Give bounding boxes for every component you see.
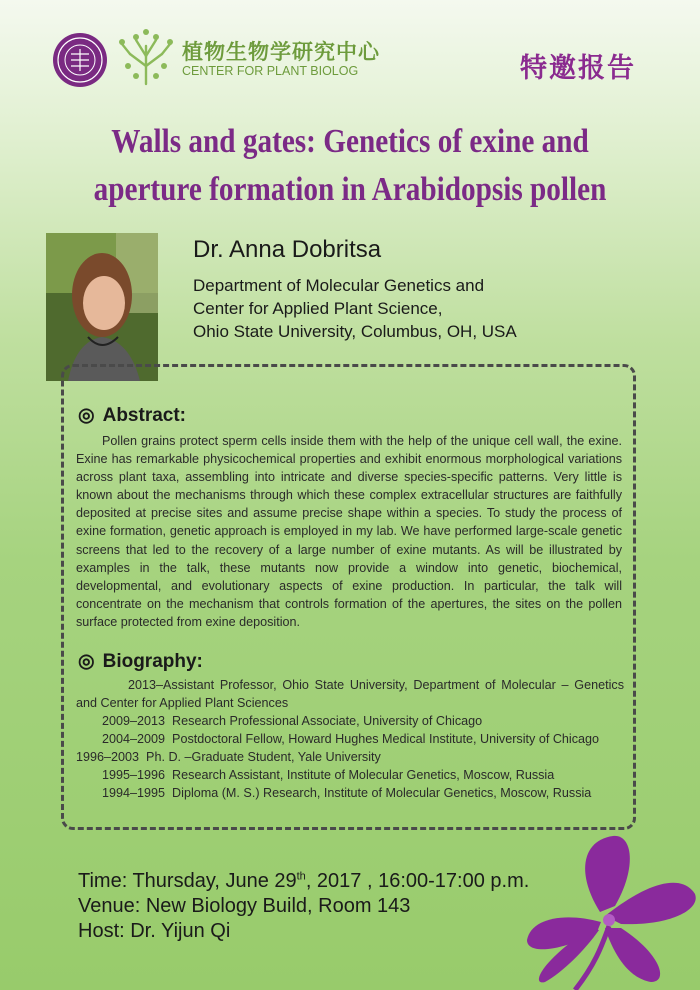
speaker-affiliation-line2: Center for Applied Plant Science, bbox=[193, 299, 443, 318]
university-seal-logo bbox=[52, 32, 108, 88]
biography-text: Research Professional Associate, University of Chicago bbox=[172, 714, 483, 728]
plant-tree-logo bbox=[116, 26, 176, 86]
biography-text: Diploma (M. S.) Research, Institute of Molecular Genetics, Moscow, Russia bbox=[172, 786, 592, 800]
event-time bbox=[78, 870, 529, 893]
event-time-rest: , 2017 , 16:00-17:00 p.m. bbox=[305, 870, 530, 892]
event-time-label: Time: Thursday, June 29 bbox=[78, 870, 297, 892]
biography-text: Postdoctoral Fellow, Howard Hughes Medical Institute, University of Chicago bbox=[172, 732, 600, 746]
biography-item bbox=[76, 748, 624, 766]
biography-item bbox=[76, 784, 624, 802]
abstract-heading bbox=[78, 404, 186, 427]
abstract-text: Pollen grains protect sperm cells inside them with the help of the unique cell wall, the exine. Exine has remarkable physicochemical properties and exhibit enormous morphological variations across plant taxa, assembling into intricate and diverse species-specific patterns. Very little is known about the mechanisms through which these complex extracellular structures are faithfully deposited at precise sites and assume precise shape within a species. To study the process of exine formation, genetic approach is employed in my lab. We have performed large-scale genetic screens that led to the recovery of a large number of exine mutants. As will be illustrated by examples in the talk, these mutants now provide a window into genetic, biochemical, developmental, and evolutionary aspects of exine production. In particular, the talk will concentrate on the mechanism that controls formation of the apertures, the sites on the pollen surface protected from exine deposition. bbox=[76, 434, 622, 629]
talk-title-line2: aperture formation in Arabidopsis pollen bbox=[93, 171, 607, 208]
biography-years: 2009–2013 bbox=[102, 714, 166, 728]
biography-text: Assistant Professor, Ohio State University, Department of Molecular – Genetics and Center for Applied Plant Sciences bbox=[76, 678, 624, 710]
event-time-suffix: th bbox=[296, 870, 306, 883]
biography-years: 2004–2009 bbox=[102, 732, 166, 746]
bullseye-icon: ◎ bbox=[78, 405, 95, 426]
biography-text: Ph. D. –Graduate Student, Yale University bbox=[146, 750, 381, 764]
special-report-label: 特邀报告 bbox=[520, 53, 636, 83]
bullseye-icon: ◎ bbox=[78, 651, 95, 672]
biography-item bbox=[76, 766, 624, 784]
speaker-affiliation-line3: Ohio State University, Columbus, OH, USA bbox=[193, 322, 517, 341]
biography-years: 2013– bbox=[128, 678, 164, 692]
center-name-chinese: 植物生物学研究中心 bbox=[182, 41, 380, 64]
talk-title bbox=[49, 118, 651, 214]
biography-heading-text: Biography: bbox=[102, 651, 203, 672]
biography-text: Research Assistant, Institute of Molecular Genetics, Moscow, Russia bbox=[172, 768, 555, 782]
biography-years: 1996–2003 bbox=[76, 750, 140, 764]
biography-years: 1995–1996 bbox=[102, 768, 166, 782]
biography-item bbox=[76, 712, 624, 730]
speaker-name: Dr. Anna Dobritsa bbox=[193, 236, 382, 263]
event-venue: Venue: New Biology Build, Room 143 bbox=[78, 895, 411, 917]
biography-years: 1994–1995 bbox=[102, 786, 166, 800]
biography-item bbox=[76, 730, 624, 748]
biography-heading bbox=[78, 650, 203, 673]
speaker-photo bbox=[46, 233, 158, 381]
center-name-english: CENTER FOR PLANT BIOLOG bbox=[182, 64, 359, 78]
speaker-affiliation-line1: Department of Molecular Genetics and bbox=[193, 276, 485, 295]
purple-flower-decoration bbox=[505, 832, 700, 990]
event-host: Host: Dr. Yijun Qi bbox=[78, 920, 231, 942]
abstract-heading-text: Abstract: bbox=[102, 405, 186, 426]
talk-title-line1: Walls and gates: Genetics of exine and bbox=[111, 123, 589, 160]
biography-item bbox=[76, 676, 624, 712]
